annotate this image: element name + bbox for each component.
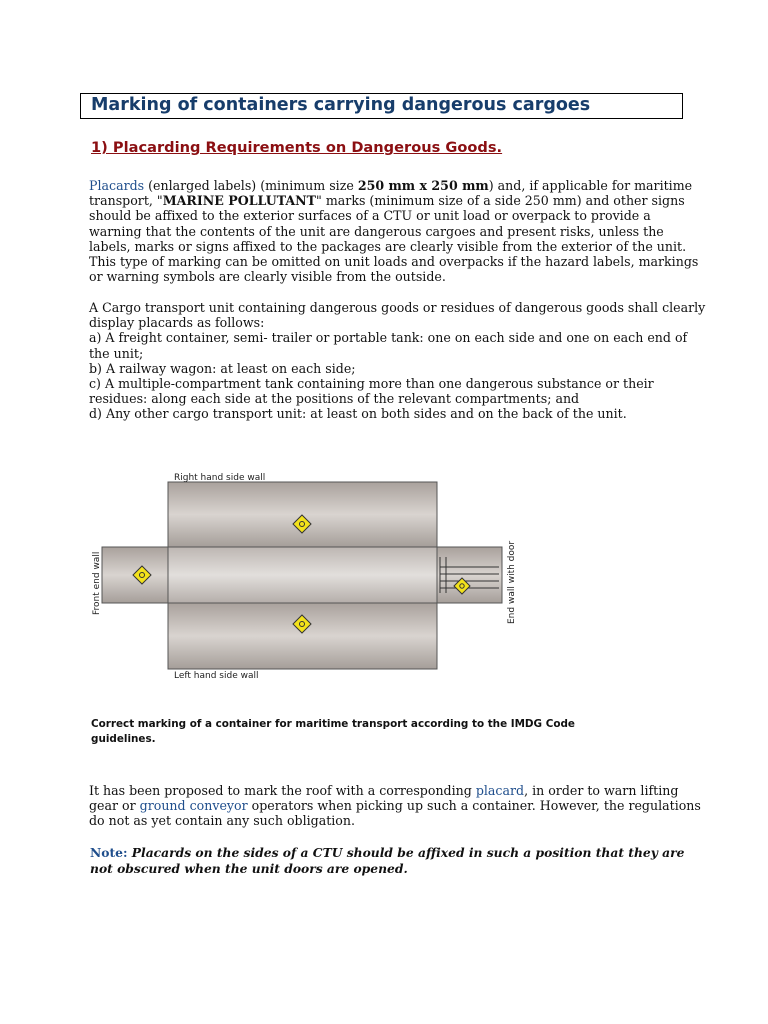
front-wall-label: Front end wall [92,551,102,615]
container-roof [168,547,437,603]
paragraph-placards: Placards (enlarged labels) (minimum size 250 mm x 250 mm) and, if applicable for maritime transport, "MARINE POLLUTANT" marks (minimum size of a side 250 mm) and other signs should be affixed to the exterior surfaces of a CTU or unit load or overpack to provide a warning that the contents of the unit are dangerous cargoes and present risks, unless the labels, marks or signs affixed to the packages are clearly visible from the exterior of the unit. This type of marking can be omitted on unit loads and overpacks if the hazard labels, markings or warning symbols are clearly visible from the outside. [89,178,699,285]
size-spec: 250 mm x 250 mm [357,178,489,193]
title-box [80,93,683,119]
container-placard-diagram [80,462,540,684]
placard-link[interactable]: placard [475,783,525,798]
placards-link[interactable]: Placards [89,178,145,193]
right-side-wall [168,482,437,547]
rule-d: d) Any other cargo transport unit: at least on both sides and on the back of the unit. [89,406,627,422]
paragraph-roof-marking: It has been proposed to mark the roof with a corresponding placard, in order to warn lifting gear or ground conveyor operators when picking up such a container. However, the regulations do not as yet contain any such obligation. [89,783,701,829]
ground-conveyor-link[interactable]: ground conveyor [139,798,248,814]
paragraph-display-rules: A Cargo transport unit containing dangerous goods or residues of dangerous goods shall clearly display placards as follows: a) A freight container, semi- trailer or portable tank: one on each side and one on each end of the unit; b) A railway wagon: at least on each side; c) A multiple-compartment tank containing more than one dangerous substance or their residues: along each side at the positions of the relevant compartments; and d) Any other cargo transport unit: at least on both sides and on the back of the unit. [89,300,706,422]
left-wall-label: Left hand side wall [174,671,259,681]
rule-b: b) A railway wagon: at least on each side; [89,360,356,376]
rule-a: a) A freight container, semi- trailer or portable tank: one on each side and one on each end of [89,330,688,346]
marine-pollutant-text: MARINE POLLUTANT [162,193,317,209]
page-title: Marking of containers carrying dangerous cargoes [91,95,591,115]
right-wall-label: Right hand side wall [174,473,266,483]
end-wall-with-door [437,547,502,603]
note-block: Note: Placards on the sides of a CTU should be affixed in such a position that they are not obscured when the unit doors are opened. [90,845,685,876]
left-side-wall [168,603,437,669]
diagram-caption: Correct marking of a container for maritime transport according to the IMDG Code guidelines. [91,718,575,745]
section-heading: 1) Placarding Requirements on Dangerous Goods. [91,139,503,156]
note-label: Note: [90,845,128,860]
rule-c: c) A multiple-compartment tank containing more than one dangerous substance or their [89,376,654,392]
end-wall-label: End wall with door [507,540,517,624]
